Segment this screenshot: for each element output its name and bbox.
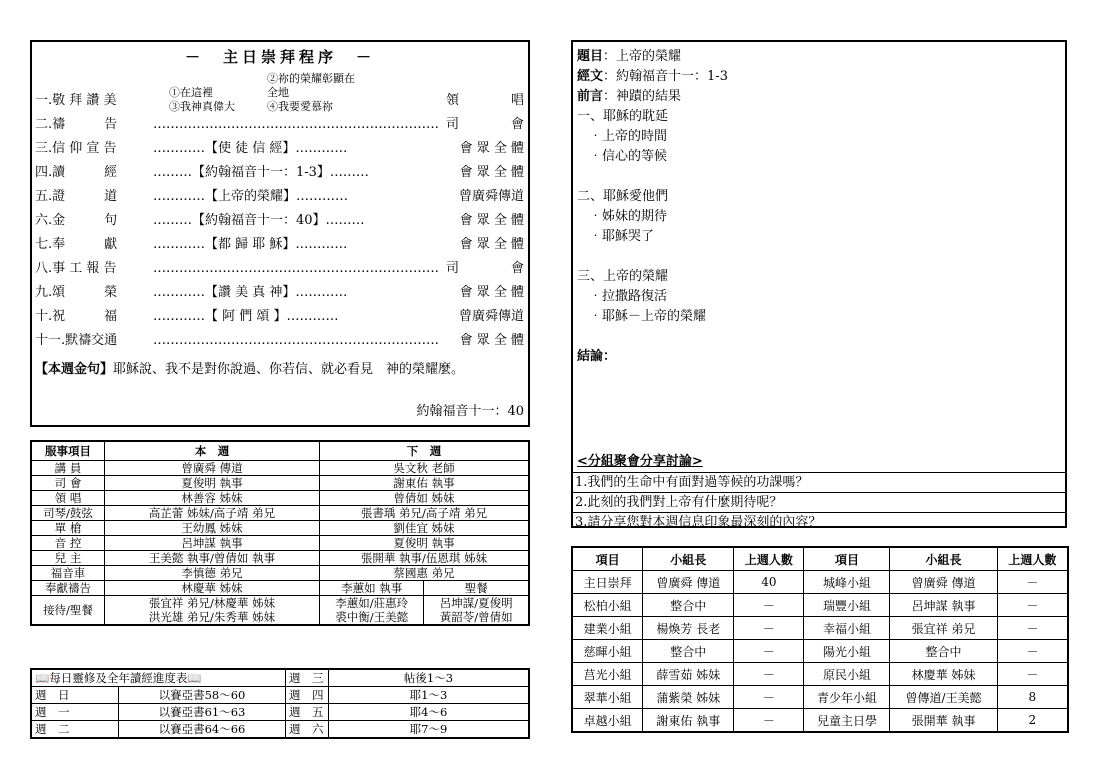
group-cell: 蒲紫榮 姊妹 [643,686,734,709]
order-item-role: 曾廣舜傳道 [458,309,524,324]
next-week: 吳文秋 老師 [320,461,530,476]
sermon-outline: 題目：上帝的榮耀 經文：約翰福音十一：1-3 前言：神蹟的結果 一、耶穌的耽延 ‧上帝的時間 ‧信心的等候 二、耶穌愛他們 ‧姊妹的期待 ‧耶穌哭了 三、上帝的榮耀 ‧拉撒路復活 ‧耶穌－上帝的榮耀 結論： <分組聚會分享討論> 1.我們的生命中有面對過等候的功課嗎？ 2.此刻的我們對上帝有什麼期待呢？ 3.請分享您對本週信息印象最深刻的內容？ [571,40,1067,528]
order-item-role: 會 眾 全 體 [459,165,524,180]
order-item-detail: ………………………………………………………… [153,261,439,276]
this-week: 李慎德 弟兄 [105,566,320,581]
weekday: 週 四 [286,687,329,704]
next-week: 謝東佑 執事 [320,476,530,491]
small-groups-table [571,546,1069,733]
service-role: 單 槍 [31,521,105,536]
order-item-label: 三.信 仰 宣 告 [35,141,117,156]
point-2: 二、耶穌愛他們 [577,189,669,204]
group-cell: 翠華小組 [572,686,643,709]
order-row [35,114,524,136]
order-item-role: 會 眾 全 體 [459,237,524,252]
service-roster-table [30,440,530,626]
this-week: 夏俊明 執事 [105,476,320,491]
group-cell: 楊煥芳 長老 [643,617,734,640]
group-cell: 陽光小組 [804,640,890,663]
next-week: 張書瑀 弟兄/高子靖 弟兄 [320,506,530,521]
next-week: 李蕙如/莊惠玲 裘中衡/王美懿 [320,596,424,626]
table-row [31,506,529,521]
order-item-role: 領 唱 [445,93,524,108]
order-item-label: 二.禱 告 [35,117,118,132]
group-cell: 幸福小組 [804,617,890,640]
order-item-role: 會 眾 全 體 [459,213,524,228]
col-header: 下 週 [320,441,530,461]
table-row [31,687,529,704]
discussion-section [577,452,1065,532]
service-role: 司琴/鼓弦 [31,506,105,521]
group-cell: 青少年小組 [804,686,890,709]
col-header: 本 週 [105,441,320,461]
conclusion: 結論： [577,349,617,364]
service-role: 領 唱 [31,491,105,506]
offering-row [31,581,529,596]
order-item-detail: …………【使 徒 信 經】………… [153,141,348,156]
point-3: 三、上帝的榮耀 [577,269,669,284]
intro-key: 前言 [577,89,604,104]
order-item-detail: ………【約翰福音十一：40】……… [153,213,365,228]
table-row [31,461,529,476]
col-header: 項目 [572,547,643,571]
group-cell: 慈暉小組 [572,640,643,663]
weekday: 週 三 [286,669,329,687]
reading-passage: 耶1～3 [329,687,530,704]
weekly-verse [35,360,527,380]
next-week: 蔡國惠 弟兄 [320,566,530,581]
group-cell: 主日崇拜 [572,571,643,594]
order-item-label: 八.事 工 報 告 [35,261,117,276]
table-row [31,491,529,506]
table-row [31,551,529,566]
this-week: 林善容 姊妹 [105,491,320,506]
reading-passage: 耶4～6 [329,704,530,721]
group-cell: 曾傳道/王美懿 [890,686,997,709]
order-item-detail: ………………………………………………………… [153,333,439,348]
topic-key: 題目 [577,49,604,64]
this-week: 王美懿 執事/曾倩如 執事 [105,551,320,566]
col-header: 項目 [804,547,890,571]
order-row [35,234,524,256]
group-cell: － [997,617,1068,640]
point-2b: ‧耶穌哭了 [589,229,655,244]
order-row [35,282,524,304]
weekday: 週 六 [286,721,329,739]
service-role: 音 控 [31,536,105,551]
table-row [572,709,1068,733]
group-cell: － [734,663,804,686]
intro: 神蹟的結果 [616,89,682,104]
this-week: 王幼鳳 姊妹 [105,521,320,536]
table-row [31,476,529,491]
group-cell: 薛雪茹 姊妹 [643,663,734,686]
next-week: 曾倩如 姊妹 [320,491,530,506]
col-header: 上週人數 [997,547,1068,571]
group-cell: 40 [734,571,804,594]
table-row [31,566,529,581]
song-3: ③我神真偉大 [169,100,235,113]
group-cell: 2 [997,709,1068,733]
group-cell: 曾廣舜 傳道 [890,571,997,594]
order-item-label: 九.頌 榮 [35,285,118,300]
scripture: 約翰福音十一：1-3 [616,69,728,84]
song-4: ④我要愛慕祢 [267,100,333,113]
question-1: 1.我們的生命中有面對過等候的功課嗎？ [573,472,1065,492]
order-of-service [30,40,530,427]
reception-row [31,596,529,626]
table-row [572,686,1068,709]
col-header: 服事項目 [31,441,105,461]
group-cell: 城峰小組 [804,571,890,594]
reading-passage: 以賽亞書61～63 [119,704,286,721]
group-cell: 莒光小組 [572,663,643,686]
point-1: 一、耶穌的耽延 [577,109,669,124]
order-item-role: 會 眾 全 體 [459,141,524,156]
table-row [572,594,1068,617]
group-cell: － [734,640,804,663]
order-row [35,210,524,232]
group-cell: 兒童主日學 [804,709,890,733]
order-item-detail: …………【都 歸 耶 穌】………… [153,237,348,252]
next-week: 夏俊明 執事 [320,536,530,551]
next-week: 李蕙如 執事 [320,581,424,596]
weekday: 週 一 [31,704,119,721]
weekday: 週 日 [31,687,119,704]
next-week-2: 聖餐 [424,581,529,596]
table-row [572,571,1068,594]
order-row [35,258,524,280]
service-role: 兒 主 [31,551,105,566]
this-week: 高芷蕾 姊妹/高子靖 弟兄 [105,506,320,521]
col-header: 小組長 [890,547,997,571]
order-item-detail: ………………………………………………………… [153,117,439,132]
service-role: 福音車 [31,566,105,581]
reading-header: 📖每日靈修及全年讀經進度表📖 [31,669,286,687]
reading-passage: 以賽亞書64～66 [119,721,286,739]
point-1b: ‧信心的等候 [589,149,668,164]
table-row [31,669,529,687]
order-item-role: 曾廣舜傳道 [458,189,524,204]
weekday: 週 五 [286,704,329,721]
order-item-role: 會 眾 全 體 [459,285,524,300]
table-row [572,640,1068,663]
service-role: 講 員 [31,461,105,476]
reading-passage: 耶7～9 [329,721,530,739]
song-1: ①在這裡 [169,86,213,99]
song-2: ②祢的榮耀彰顯在全地 [267,72,355,99]
service-role: 奉獻禱告 [31,581,105,596]
group-cell: － [997,640,1068,663]
this-week: 曾廣舜 傳道 [105,461,320,476]
group-cell: － [734,709,804,733]
service-role: 接待/聖餐 [31,596,105,626]
group-cell: － [734,617,804,640]
col-header: 上週人數 [734,547,804,571]
group-cell: 整合中 [643,640,734,663]
group-cell: － [734,594,804,617]
order-row [35,162,524,184]
group-cell: － [734,686,804,709]
order-item-label: 六.金 句 [35,213,118,228]
order-item-label: 七.奉 獻 [35,237,118,252]
group-cell: 張宜祥 弟兄 [890,617,997,640]
order-row [35,138,524,160]
service-role: 司 會 [31,476,105,491]
next-week: 張開華 執事/伍恩琪 姊妹 [320,551,530,566]
this-week: 呂坤謀 執事 [105,536,320,551]
group-cell: 張開華 執事 [890,709,997,733]
order-row [35,330,524,352]
group-cell: － [997,571,1068,594]
verse-text: 耶穌說、我不是對你說過、你若信、就必看見 神的榮耀麼。 [113,362,465,377]
group-cell: 林慶華 姊妹 [890,663,997,686]
weekday: 週 二 [31,721,119,739]
group-cell: 曾廣舜 傳道 [643,571,734,594]
order-item-detail: …………【 阿 們 頌 】………… [153,309,339,324]
group-cell: 松柏小組 [572,594,643,617]
order-title: － 主日崇拜程序 － [184,48,375,66]
next-week-2: 呂坤謀/夏俊明 黃韶苓/曾倩如 [424,596,529,626]
question-2: 2.此刻的我們對上帝有什麼期待呢？ [573,492,1065,512]
col-header: 小組長 [643,547,734,571]
group-cell: 謝東佑 執事 [643,709,734,733]
order-item-detail: …………【上帝的榮耀】………… [153,189,349,204]
question-3: 3.請分享您對本週信息印象最深刻的內容？ [573,512,1065,532]
group-cell: 建業小組 [572,617,643,640]
reading-passage: 以賽亞書58～60 [119,687,286,704]
group-cell: － [997,594,1068,617]
topic: 上帝的榮耀 [616,49,682,64]
table-row [31,536,529,551]
group-cell: 卓越小組 [572,709,643,733]
order-item-label: 四.讀 經 [35,165,118,180]
order-item-detail: …………【讚 美 真 神】………… [153,285,348,300]
order-row [35,90,524,112]
table-row [31,721,529,739]
order-item-label: 十一.默禱交通 [35,333,118,348]
discussion-heading: <分組聚會分享討論> [577,454,703,469]
order-item-label: 一.敬 拜 讚 美 [35,93,117,108]
order-item-label: 十.祝 福 [35,309,118,324]
table-row [572,617,1068,640]
reading-plan-table [30,668,530,739]
order-item-label: 五.證 道 [35,189,118,204]
group-cell: 原民小組 [804,663,890,686]
point-2a: ‧姊妹的期待 [589,209,668,224]
reading-passage: 帖後1～3 [329,669,530,687]
text-key: 經文 [577,69,604,84]
this-week: 張宜祥 弟兄/林慶華 姊妹 洪光雄 弟兄/朱秀華 姊妹 [105,596,320,626]
point-3a: ‧拉撒路復活 [589,289,668,304]
group-cell: 呂坤謀 執事 [890,594,997,617]
table-row [31,704,529,721]
order-item-role: 司 會 [445,261,524,276]
group-cell: 8 [997,686,1068,709]
group-cell: － [997,663,1068,686]
verse-reference: 約翰福音十一：40 [416,404,524,419]
order-item-role: 司 會 [445,117,524,132]
group-cell: 瑞豐小組 [804,594,890,617]
verse-key: 【本週金句】 [35,362,114,377]
order-row [35,186,524,208]
point-1a: ‧上帝的時間 [589,129,668,144]
order-item-role: 會 眾 全 體 [459,333,524,348]
this-week: 林慶華 姊妹 [105,581,320,596]
group-cell: 整合中 [890,640,997,663]
order-item-detail: ………【約翰福音十一：1-3】……… [153,165,369,180]
next-week: 劉佳宜 姊妹 [320,521,530,536]
table-row [572,663,1068,686]
point-3b: ‧耶穌－上帝的榮耀 [589,309,707,324]
table-row [31,521,529,536]
order-row [35,306,524,328]
group-cell: 整合中 [643,594,734,617]
